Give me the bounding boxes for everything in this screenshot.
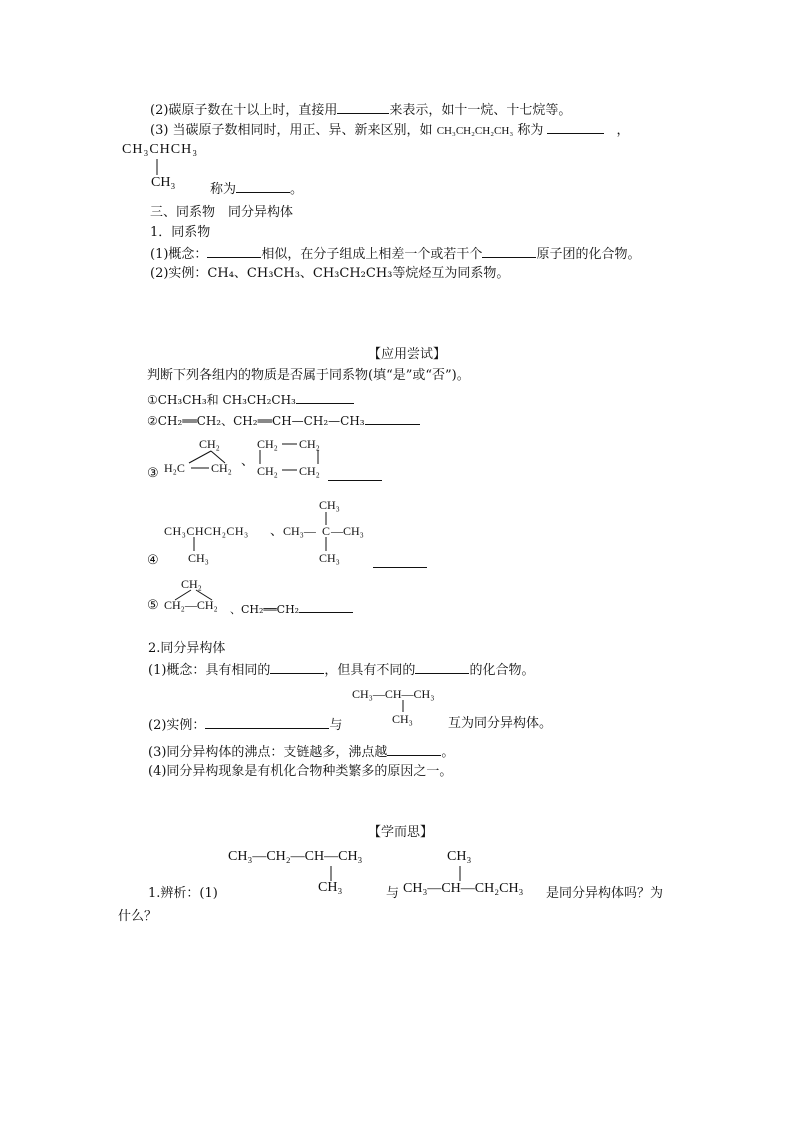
butane-formula: CH₃CH₂CH₂CH₃: [436, 125, 514, 137]
answer-blank[interactable]: [328, 480, 382, 481]
answer-blank[interactable]: [270, 661, 324, 674]
neopentane-top: CH₃: [319, 498, 340, 512]
isomer-example: [148, 716, 342, 734]
cyclopropane5-right: CH₂: [196, 598, 218, 612]
isomer-example-pre: (2)实例：: [148, 718, 206, 733]
cyclobutane-tr: CH₂: [299, 437, 320, 451]
answer-blank[interactable]: [482, 245, 536, 258]
boiling-post: 。: [441, 745, 455, 760]
question-5-text: 、CH₂══CH₂: [230, 603, 300, 616]
isomer-concept-pre: (1)概念：具有相同的: [148, 663, 271, 678]
answer-blank[interactable]: [207, 245, 261, 258]
reflect-question-post2: 什么？: [118, 909, 158, 924]
boiling-pre: (3)同分异构体的沸点：支链越多，沸点越: [148, 745, 388, 760]
cyclopropane5-row: CH₂—CH₂: [164, 598, 218, 612]
answer-blank[interactable]: [547, 121, 604, 134]
answer-blank[interactable]: [337, 101, 389, 114]
neopentane-center: C: [322, 524, 331, 538]
isomer-concept-mid: ，但具有不同的: [324, 663, 416, 678]
homolog-heading: 1．同系物: [150, 225, 211, 240]
apply-intro: 判断下列各组内的物质是否属于同系物(填“是”或“否”)。: [147, 368, 470, 383]
neopentane-right: —CH₃: [331, 524, 364, 538]
question-1: [147, 391, 354, 409]
question-2: [147, 412, 420, 430]
apply-title: 【应用尝试】: [368, 347, 447, 362]
reflect-question-post: 是同分异构体吗？为: [546, 886, 664, 901]
cyclopropane-top: CH₂: [199, 437, 220, 451]
item-3-pre: (3) 当碳原子数相同时，用正、异、新来区别，如: [150, 123, 433, 138]
question-3-mark: ③: [147, 466, 159, 481]
question-2-text: ②CH₂══CH₂、CH₂══CH—CH₂—CH₃: [147, 414, 365, 428]
item-2-post: 来表示，如十一烷、十七烷等。: [389, 103, 572, 118]
item-2-pre: (2)碳原子数在十以上时，直接用: [150, 103, 338, 118]
answer-blank[interactable]: [387, 743, 441, 756]
cyclobutane-br: CH₂: [299, 464, 320, 478]
item-3-tail: [210, 180, 303, 198]
isobutane-formula: CH₃CHCH₂CH₃: [164, 524, 249, 538]
isomer-concept: [148, 661, 534, 679]
reflect-mol1-branch: CH₃: [318, 880, 343, 895]
isomer-example-main: CH₃—CH—CH₃: [352, 687, 435, 701]
answer-blank[interactable]: [299, 600, 353, 613]
answer-blank[interactable]: [236, 180, 290, 193]
reflect-mol2-top: CH₃: [447, 849, 472, 864]
reflect-mol1-main: CH₃—CH₂—CH—CH₃: [228, 849, 363, 864]
homolog-concept: [150, 245, 640, 263]
cyclopropane-left: H₂C: [164, 461, 185, 475]
answer-blank[interactable]: [365, 412, 420, 425]
concept-mid: 相似，在分子组成上相差一个或若干个: [261, 247, 483, 262]
item-3-end: ，: [616, 123, 630, 138]
question-3-separator: 、: [241, 454, 255, 469]
answer-blank[interactable]: [373, 567, 427, 568]
neopentane-left: CH₃—: [283, 524, 316, 538]
reflect-question-pre: 1.辨析：(1): [148, 886, 218, 901]
question-4-mark: ④: [147, 553, 159, 568]
item-3-tail-label: 称为: [210, 182, 237, 197]
neopentane-bottom: CH₃: [319, 551, 340, 565]
question-5: [230, 600, 353, 618]
isomer-heading: 2.同分异构体: [148, 641, 226, 656]
answer-blank[interactable]: [205, 716, 329, 729]
concept-label: (1)概念：: [150, 247, 208, 262]
neopentane-right-label: CH₃: [343, 524, 364, 538]
item-2-line: [150, 101, 571, 119]
isobutane-main: CH₃CHCH₃: [122, 142, 199, 157]
isobutane-branch-label: CH₃: [188, 551, 209, 565]
section-3-heading: 三、同系物 同分异构体: [150, 205, 294, 220]
isomer-concept-post: 的化合物。: [469, 663, 535, 678]
question-1-text: ①CH₃CH₃和 CH₃CH₂CH₃: [147, 393, 296, 407]
question-4-separator: 、: [270, 524, 284, 539]
isomer-example-post: 互为同分异构体。: [448, 716, 553, 731]
reflect-with: 与: [386, 886, 400, 901]
homolog-example: (2)实例：CH₄、CH₃CH₃、CH₃CH₂CH₃等烷烃互为同系物。: [150, 266, 510, 281]
cyclopropane5-left: CH₂: [164, 598, 185, 612]
isomer-reason: (4)同分异构现象是有机化合物种类繁多的原因之一。: [148, 764, 453, 779]
reflect-title: 【学而思】: [368, 825, 434, 840]
answer-blank[interactable]: [415, 661, 469, 674]
isobutane-branch: CH₃: [151, 175, 176, 190]
isomer-example-mid: 与: [329, 718, 343, 733]
isomer-boiling: [148, 743, 454, 761]
item-3-tail-end: 。: [290, 182, 304, 197]
cyclopropane-right: CH₂: [211, 461, 232, 475]
cyclopropane5-top: CH₂: [181, 577, 202, 591]
item-3-line: [150, 121, 629, 139]
cyclobutane-tl: CH₂: [257, 437, 278, 451]
reflect-mol2-main: CH₃—CH—CH₂CH₃: [403, 881, 524, 896]
neopentane-left-label: CH₃: [283, 524, 304, 538]
concept-post: 原子团的化合物。: [536, 247, 641, 262]
question-5-mark: ⑤: [147, 598, 159, 613]
isomer-example-branch: CH₃: [392, 712, 413, 726]
cyclobutane-bl: CH₂: [257, 464, 278, 478]
answer-blank[interactable]: [296, 391, 354, 404]
item-3-mid: 称为: [517, 123, 544, 138]
